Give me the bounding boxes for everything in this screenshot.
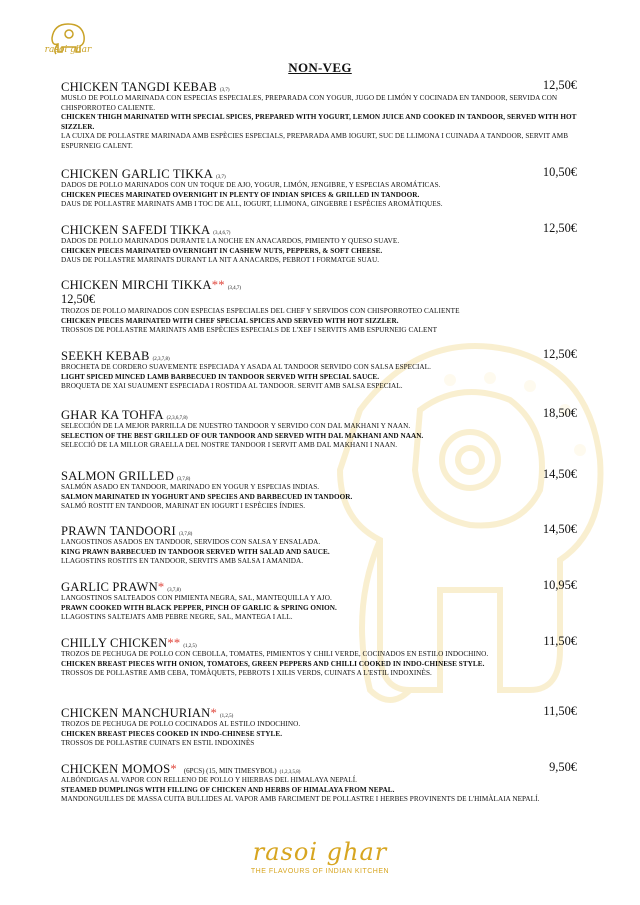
- description-es: MUSLO DE POLLO MARINADA CON ESPECIAS ESPECIALES, PREPARADA CON YOGUR, JUGO DE LIMÓN Y COCINADA EN TANDOOR, SERVIDA CON CHISPORROTEO CALIENTE.: [61, 94, 558, 112]
- description-ca: BROQUETA DE XAI SUAUMENT ESPECIADA I ROSTIDA AL TANDOOR. SERVIT AMB SALSA ESPECIAL.: [61, 382, 403, 391]
- dish-name: CHICKEN SAFEDI TIKKA: [61, 223, 211, 237]
- dish-price: 9,50€: [549, 760, 577, 774]
- menu-item: [61, 276, 581, 336]
- description-es: LANGOSTINOS ASADOS EN TANDOOR, SERVIDOS CON SALSA Y ENSALADA.: [61, 538, 321, 546]
- menu-item: [61, 78, 581, 152]
- dish-name: CHICKEN GARLIC TIKKA: [61, 167, 214, 181]
- description-ca: LLAGOSTINS SALTEJATS AMB PEBRE NEGRE, SAL, MANTEGA I ALL.: [61, 613, 293, 622]
- description-en: PRAWN COOKED WITH BLACK PEPPER, PINCH OF GARLIC & SPRING ONION.: [61, 603, 337, 612]
- dish-price: 12,50€: [542, 221, 577, 235]
- dish-name: CHICKEN MIRCHI TIKKA: [61, 278, 212, 292]
- description-ca: LLAGOSTINS ROSTITS EN TANDOOR, SERVITS AMB SALSA I AMANIDA.: [61, 557, 304, 566]
- allergen-codes: (2,3,6,7,8): [166, 416, 188, 421]
- spice-stars: **: [211, 278, 225, 292]
- allergen-codes: (3,7): [216, 175, 226, 180]
- dish-price: 11,50€: [543, 704, 577, 718]
- spice-stars: *: [210, 706, 217, 720]
- allergen-codes: (3,7): [219, 88, 230, 93]
- description-en: CHICKEN PIECES MARINATED OVERNIGHT IN CASHEW NUTS, PEPPERS, & SOFT CHEESE.: [61, 246, 383, 255]
- menu-item: [61, 522, 581, 567]
- description-en: CHICKEN PIECES MARINATED WITH CHEF SPECIAL SPICES AND SERVED WITH HOT SIZZLER.: [61, 316, 399, 325]
- description-en: STEAMED DUMPLINGS WITH FILLING OF CHICKEN AND HERBS OF HIMALAYA FROM NEPAL.: [61, 785, 395, 794]
- description-ca: TROSSOS DE POLLASTRE MARINATS AMB ESPÈCIES ESPECIALS DE L'XEF I SERVITS AMB ESPURNEIG CALENT: [61, 326, 438, 335]
- menu-item: [61, 634, 581, 679]
- allergen-codes: (3,4,7): [227, 286, 242, 291]
- dish-price: 12,50€: [542, 347, 577, 361]
- allergen-codes: (3,7,8): [167, 588, 181, 593]
- menu-item: [61, 406, 581, 451]
- section-title: NON-VEG: [288, 60, 352, 75]
- menu-item: [61, 704, 581, 749]
- allergen-codes: (1,2,3,5,8): [279, 770, 301, 775]
- dish-name: GARLIC PRAWN: [61, 580, 158, 594]
- description-en: KING PRAWN BARBECUED IN TANDOOR SERVED WITH SALAD AND SAUCE.: [61, 547, 330, 556]
- spice-stars: **: [167, 636, 181, 650]
- description-es: SALMÓN ASADO EN TANDOOR, MARINADO EN YOGUR Y ESPECIAS INDIAS.: [61, 483, 320, 491]
- description-es: BROCHETA DE CORDERO SUAVEMENTE ESPECIADA Y ASADA AL TANDOOR SERVIDO CON SALSA ESPECIAL.: [61, 363, 431, 371]
- description-es: TROZOS DE POLLO MARINADOS CON ESPECIAS ESPECIALES DEL CHEF Y SERVIDOS CON CHISPORROTEO CALIENTE: [61, 307, 460, 315]
- dish-price: 10,50€: [542, 165, 577, 179]
- dish-name: CHICKEN MANCHURIAN: [61, 706, 211, 720]
- dish-price: 12,50€: [542, 78, 577, 92]
- description-es: LANGOSTINOS SALTEADOS CON PIMIENTA NEGRA, SAL, MANTEQUILLA Y AJO.: [61, 594, 332, 602]
- footer-logo: [0, 838, 640, 875]
- description-en: CHICKEN BREAST PIECES COOKED IN INDO-CHINESE STYLE.: [61, 729, 283, 738]
- menu-item: [61, 578, 581, 623]
- description-es: TROZOS DE PECHUGA DE POLLO COCINADOS AL ESTILO INDOCHINO.: [61, 720, 301, 728]
- spice-stars: *: [157, 580, 165, 594]
- description-ca: MANDONGUILLES DE MASSA CUITA BULLIDES AL VAPOR AMB FARCIMENT DE POLLASTRE I HERBES PROVINENTS DE L'HIMÀLAIA NEPALÍ.: [61, 795, 540, 804]
- spice-stars: *: [170, 762, 177, 776]
- menu-item: [61, 467, 581, 512]
- description-en: SELECTION OF THE BEST GRILLED OF OUR TANDOOR AND SERVED WITH DAL MAKHANI AND NAAN.: [61, 431, 424, 440]
- description-ca: TROSSOS DE POLLASTRE AMB CEBA, TOMÀQUETS, PEBROTS I XILIS VERDS, CUINATS A L'ESTIL INDOXINÈS.: [61, 669, 432, 678]
- description-ca: DAUS DE POLLASTRE MARINATS AMB I TOC DE ALL, IOGURT, LLIMONA, GINGEBRE I ESPÈCIES AROMÀTIQUES.: [61, 200, 443, 209]
- description-en: CHICKEN PIECES MARINATED OVERNIGHT IN PLENTY OF INDIAN SPICES & GRILLED IN TANDOOR.: [61, 190, 420, 199]
- allergen-codes: (3,7,8): [177, 477, 191, 482]
- brand-tagline: THE FLAVOURS OF INDIAN KITCHEN: [250, 868, 390, 875]
- description-en: CHICKEN THIGH MARINATED WITH SPECIAL SPICES, PREPARED WITH YOGURT, LEMON JUICE AND COOKED IN TANDOOR, SERVED WITH HOT SIZZLER.: [61, 113, 577, 131]
- allergen-codes: (3,4,6,7): [213, 231, 231, 236]
- allergen-codes: (3,7,8): [178, 532, 193, 537]
- dish-name: CHILLY CHICKEN: [61, 636, 168, 650]
- description-es: DADOS DE POLLO MARINADOS CON UN TOQUE DE AJO, YOGUR, LIMÓN, JENGIBRE, Y ESPECIAS AROMÁTICAS.: [61, 181, 441, 189]
- menu-item: [61, 760, 581, 805]
- brand-logo-text: rasoi ghar: [252, 838, 388, 866]
- menu-item: [61, 347, 581, 392]
- dish-name: SEEKH KEBAB: [61, 349, 150, 363]
- allergen-codes: (2,3,7,8): [152, 357, 170, 362]
- description-ca: DAUS DE POLLASTRE MARINATS DURANT LA NIT A ANACARDS, PEBROT I FORMATGE SUAU.: [61, 256, 380, 265]
- dish-price: 11,50€: [543, 634, 577, 648]
- description-ca: SALMÓ ROSTIT EN TANDOOR, MARINAT EN IOGURT I ESPÈCIES ÍNDIES.: [61, 502, 306, 511]
- dish-price: 12,50€: [61, 292, 96, 306]
- description-en: SALMON MARINATED IN YOGHURT AND SPECIES AND BARBECUED IN TANDOOR.: [61, 492, 353, 501]
- description-ca: SELECCIÓ DE LA MILLOR GRAELLA DEL NOSTRE TANDOOR I SERVIT AMB DAL MAKHANI I NAAN.: [61, 441, 398, 450]
- dish-price: 18,50€: [542, 406, 577, 420]
- menu-item: [61, 165, 581, 210]
- allergen-codes: (1,2,5): [219, 714, 234, 719]
- description-ca: TROSSOS DE POLLASTRE CUINATS EN ESTIL INDOXINÈS: [61, 739, 255, 748]
- description-en: CHICKEN BREAST PIECES WITH ONION, TOMATOES, GREEN PEPPERS AND CHILLI COOKED IN INDO-CHINESE STYLE.: [61, 659, 485, 668]
- dish-name: CHICKEN TANGDI KEBAB: [61, 80, 217, 94]
- description-en: LIGHT SPICED MINCED LAMB BARBECUED IN TANDOOR SERVED WITH SPECIAL SAUCE.: [61, 372, 380, 381]
- dish-price: 14,50€: [542, 522, 577, 536]
- dish-name: GHAR KA TOHFA: [61, 408, 164, 422]
- dish-price: 14,50€: [542, 467, 577, 481]
- description-es: DADOS DE POLLO MARINADOS DURANTE LA NOCHE EN ANACARDOS, PIMIENTO Y QUESO SUAVE.: [61, 237, 400, 245]
- allergen-codes: (1,2,5): [183, 644, 197, 649]
- description-es: SELECCIÓN DE LA MEJOR PARRILLA DE NUESTRO TANDOOR Y SERVIDO CON DAL MAKHANI Y NAAN.: [61, 422, 411, 430]
- dish-name: SALMON GRILLED: [61, 469, 174, 483]
- menu-item: [61, 221, 581, 266]
- top-logo-text: rasoi ghar: [44, 45, 92, 55]
- dish-name: CHICKEN MOMOS: [61, 762, 171, 776]
- description-es: ALBÓNDIGAS AL VAPOR CON RELLENO DE POLLO Y HIERBAS DEL HIMALAYA NEPALÍ.: [61, 776, 357, 784]
- dish-name: PRAWN TANDOORI: [61, 524, 176, 538]
- description-es: TROZOS DE PECHUGA DE POLLO CON CEBOLLA, TOMATES, PIMIENTOS Y CHILI VERDE, COCINADOS EN ESTILO INDOCHINO.: [61, 650, 489, 658]
- description-ca: LA CUIXA DE POLLASTRE MARINADA AMB ESPÈCIES ESPECIALS, PREPARADA AMB IOGURT, SUC DE LLIMONA I CUINADA A TANDOOR, SERVIT AMB ESPURNEIG CALENT.: [61, 132, 569, 150]
- dish-price: 10,95€: [542, 578, 577, 592]
- portion-info: (6PCS) (15, MIN TIMESYBOL): [183, 767, 277, 775]
